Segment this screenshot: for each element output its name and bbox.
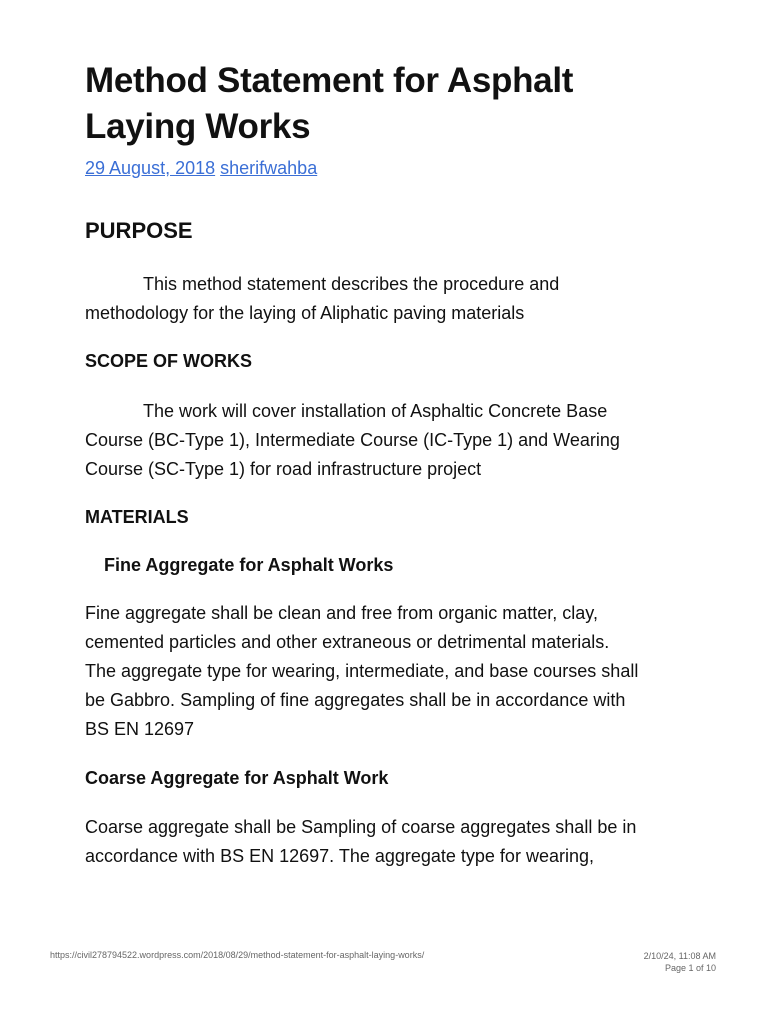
scope-paragraph [85,397,620,484]
fine-text-line-1: Fine aggregate shall be clean and free from organic matter, clay, [85,603,598,623]
footer-url: https://civil278794522.wordpress.com/2018/08/29/method-statement-for-asphalt-laying-works/ [50,950,425,960]
post-date-link[interactable]: 29 August, 2018 [85,158,216,178]
footer-page-number: Page 1 of 10 [664,963,716,973]
purpose-text-line-1: This method statement describes the procedure and [143,274,560,294]
title-line-1: Method Statement for Asphalt [85,61,574,100]
purpose-heading: PURPOSE [85,218,193,243]
fine-text-line-3: The aggregate type for wearing, intermediate, and base courses shall [85,661,639,681]
purpose-paragraph [85,270,559,328]
scope-text-line-3: Course (SC-Type 1) for road infrastructure project [85,459,482,479]
scope-heading: SCOPE OF WORKS [85,351,253,371]
footer-datetime: 2/10/24, 11:08 AM [643,951,716,961]
author-link[interactable]: sherifwahba [220,158,318,178]
fine-aggregate-paragraph [85,599,638,744]
scope-text-line-2: Course (BC-Type 1), Intermediate Course (IC-Type 1) and Wearing [85,430,620,450]
article-meta [85,156,695,180]
fine-text-line-5: BS EN 12697 [85,719,195,739]
coarse-text-line-2: accordance with BS EN 12697. The aggregate type for wearing, [85,846,594,866]
fine-aggregate-heading: Fine Aggregate for Asphalt Works [104,555,394,575]
scope-text-line-1: The work will cover installation of Asphaltic Concrete Base [143,401,608,421]
coarse-aggregate-paragraph [85,813,636,871]
title-line-2: Laying Works [85,107,311,146]
coarse-aggregate-heading: Coarse Aggregate for Asphalt Work [85,768,389,788]
article-content [85,58,695,866]
coarse-text-line-1: Coarse aggregate shall be Sampling of coarse aggregates shall be in [85,817,637,837]
footer-info [644,950,716,974]
article-title [85,58,695,150]
materials-heading: MATERIALS [85,507,189,527]
purpose-text-line-2: methodology for the laying of Aliphatic paving materials [85,303,525,323]
fine-text-line-4: be Gabbro. Sampling of fine aggregates shall be in accordance with [85,690,626,710]
fine-text-line-2: cemented particles and other extraneous or detrimental materials. [85,632,610,652]
